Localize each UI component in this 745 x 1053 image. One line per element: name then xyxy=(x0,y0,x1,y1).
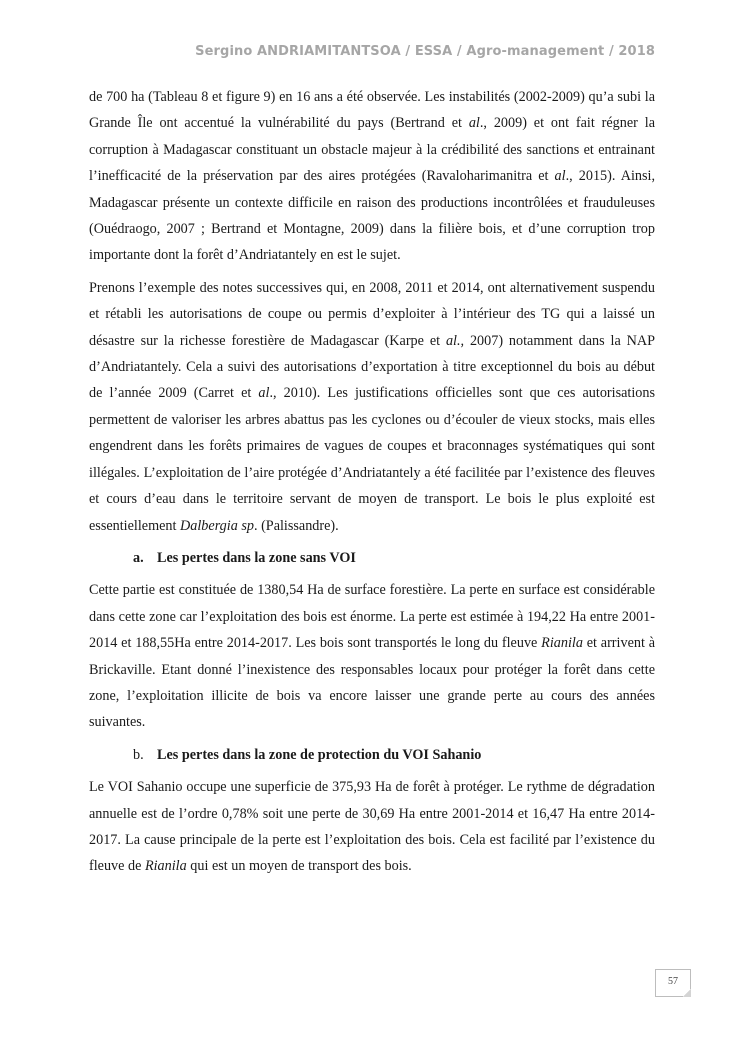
page-curl-decoration xyxy=(683,989,691,997)
section-heading-a xyxy=(89,545,655,571)
running-header: Sergino ANDRIAMITANTSOA / ESSA / Agro-management / 2018 xyxy=(195,44,655,59)
page-number: 57 xyxy=(668,976,678,987)
paragraph-zone-sans-voi: Cette partie est constituée de 1380,54 Ha de surface forestière. La perte en surface est considérable dans cette zone car l’exploitation des bois est énorme. La perte est estimée à 194,22 Ha entre 2001-2014 et 188,55Ha entre 2014-2017. Les bois sont transportés le long du fleuve Rianila et arrivent à Brickaville. Etant donné l’inexistence des responsables locaux pour protéger la forêt dans cette zone, l’exploitation illicite de bois va encore laisser une grande perte au cours des années suivantes. xyxy=(89,582,656,731)
page-number-box xyxy=(655,969,691,997)
paragraph-logging-permits: Prenons l’exemple des notes successives qui, en 2008, 2011 et 2014, ont alternativement suspendu et rétabli les autorisations de coupe ou permis d’exploiter à l’intérieur des TG qui a laissé un désastre sur la richesse forestière de Madagascar (Karpe et al., 2007) notamment dans la NAP d’Andriatantely. Cela a suivi des autorisations d’exportation à titre exceptionnel du bois au début de l’année 2009 (Carret et al., 2010). Les justifications officielles sont que ces autorisations permettent de valoriser les arbres abattus pas les cyclones ou d’écouler de vieux stocks, mais elles engendrent dans les forêts primaires de vagues de coupes et braconnages systématiques qui sont illégales. L’exploitation de l’aire protégée d’Andriatantely a été facilitée par l’existence des fleuves et cours d’eau dans le territoire servant de moyen de transport. Le bois le plus exploité est essentiellement Dalbergia sp. (Palissandre). xyxy=(89,279,655,534)
document-body xyxy=(89,84,655,886)
section-number-a: a. xyxy=(133,549,144,566)
paragraph-voi-sahanio: Le VOI Sahanio occupe une superficie de 375,93 Ha de forêt à protéger. Le rythme de dégradation annuelle est de l’ordre 0,78% soit une perte de 30,69 Ha entre 2001-2014 et 16,47 Ha entre 2014-2017. La cause principale de la perte est l’exploitation des bois. Cela est facilité par l’existence du fleuve de Rianila qui est un moyen de transport des bois. xyxy=(89,779,655,875)
section-title-a: Les pertes dans la zone sans VOI xyxy=(157,549,356,566)
section-title-b: Les pertes dans la zone de protection du VOI Sahanio xyxy=(157,746,482,763)
section-number-b: b. xyxy=(133,746,144,763)
paragraph-corruption-context: de 700 ha (Tableau 8 et figure 9) en 16 ans a été observée. Les instabilités (2002-2009) qu’a subi la Grande Île ont accentué la vulnérabilité du pays (Bertrand et al., 2009) et ont fait régner la corruption à Madagascar constituant un obstacle majeur à la crédibilité des sanctions et entrainant l’inefficacité de la préservation par des aires protégées (Ravaloharimanitra et al., 2015). Ainsi, Madagascar présente un contexte difficile en raison des productions incontrôlées et frauduleuses (Ouédraogo, 2007 ; Bertrand et Montagne, 2009) dans la filière bois, et d’une corruption trop importante dont la forêt d’Andriatantely en est le sujet. xyxy=(89,89,655,264)
section-heading-b xyxy=(89,742,655,768)
